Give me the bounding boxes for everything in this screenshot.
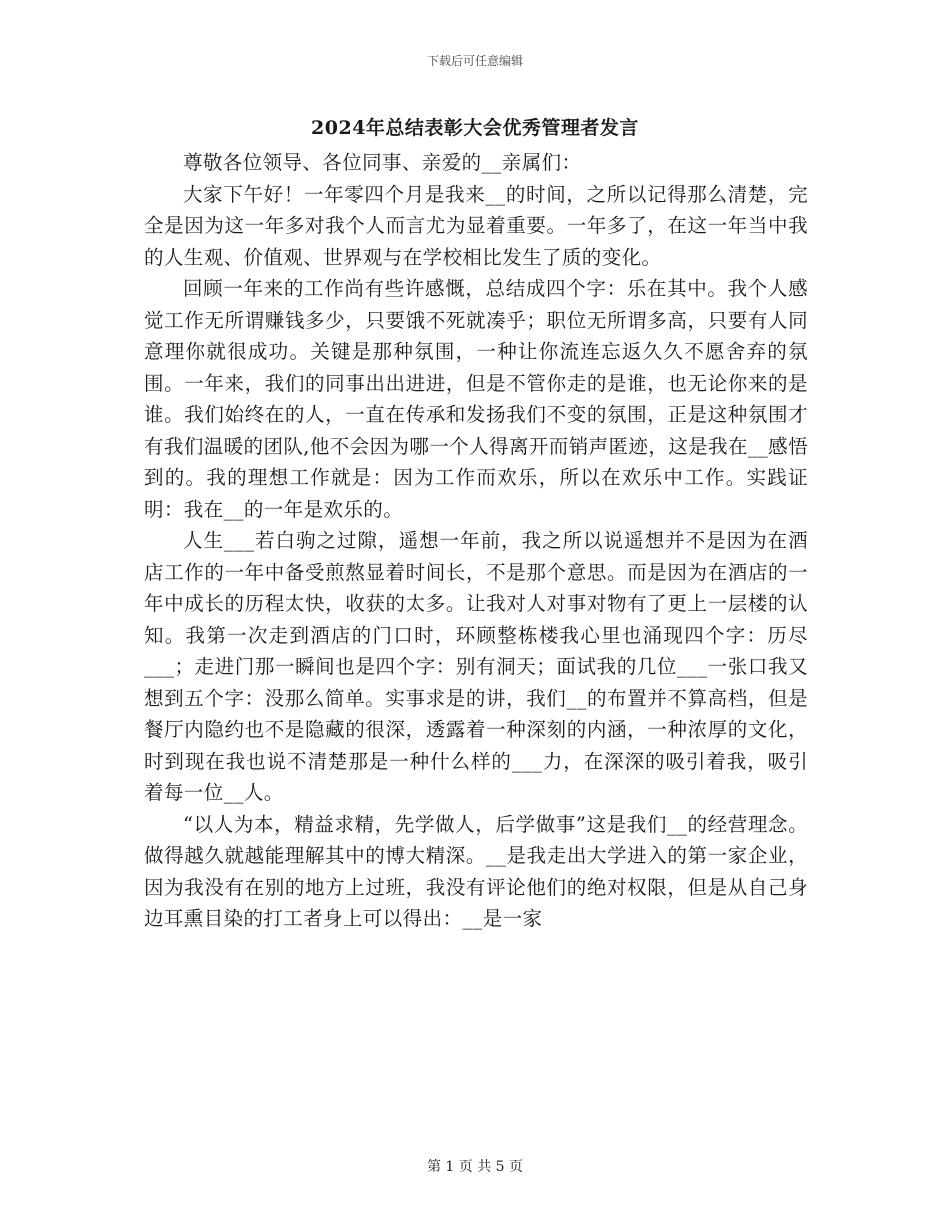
document-title: 2024年总结表彰大会优秀管理者发言 xyxy=(311,117,639,139)
paragraph: 人生___若白驹之过隙，遥想一年前，我之所以说遥想并不是因为在酒店工作的一年中备受煎熬显着时间长，不是那个意思。而是因为在酒店的一年中成长的历程太快，收获的太多。让我对人对事对物有了更上一层楼的认知。我第一次走到酒店的门口时，环顾整栋楼我心里也涌现四个字：历尽___；走进门那一瞬间也是四个字：别有洞天；面试我的几位___一张口我又想到五个字：没那么简单。实事求是的讲，我们__的布置并不算高档，但是餐厅内隐约也不是隐藏的很深，透露着一种深刻的内涵，一种浓厚的文化，时到现在我也说不清楚那是一种什么样的___力，在深深的吸引着我，吸引着每一位__人。 xyxy=(144,529,808,804)
paragraph-greeting: 尊敬各位领导、各位同事、亲爱的__亲属们： xyxy=(183,151,582,174)
document-body xyxy=(144,147,808,935)
paragraph: 回顾一年来的工作尚有些许感慨，总结成四个字：乐在其中。我个人感觉工作无所谓赚钱多少，只要饿不死就凑乎；职位无所谓多高，只要有人同意理你就很成功。关键是那种氛围，一种让你流连忘返久久不愿舍弃的氛围。一年来，我们的同事出出进进，但是不管你走的是谁，也无论你来的是谁。我们始终在的人，一直在传承和发扬我们不变的氛围，正是这种氛围才有我们温暖的团队,他不会因为哪一个人得离开而销声匿迹，这是我在__感悟到的。我的理想工作就是：因为工作而欢乐，所以在欢乐中工作。实践证明：我在__的一年是欢乐的。 xyxy=(144,277,808,521)
paragraph: “以人为本，精益求精，先学做人，后学做事”这是我们__的经营理念。做得越久就越能理解其中的博大精深。__是我走出大学进入的第一家企业，因为我没有在别的地方上过班，我没有评论他们的绝对权限，但是从自己身边耳熏目染的打工者身上可以得出：__是一家 xyxy=(144,812,808,930)
page-number: 第 1 页 共 5 页 xyxy=(426,1159,524,1175)
paragraph: 大家下午好！一年零四个月是我来__的时间，之所以记得那么清楚，完全是因为这一年多对我个人而言尤为显着重要。一年多了，在这一年当中我的人生观、价值观、世界观与在学校相比发生了质的变化。 xyxy=(144,182,808,269)
download-edit-note: 下载后可任意编辑 xyxy=(426,54,523,68)
